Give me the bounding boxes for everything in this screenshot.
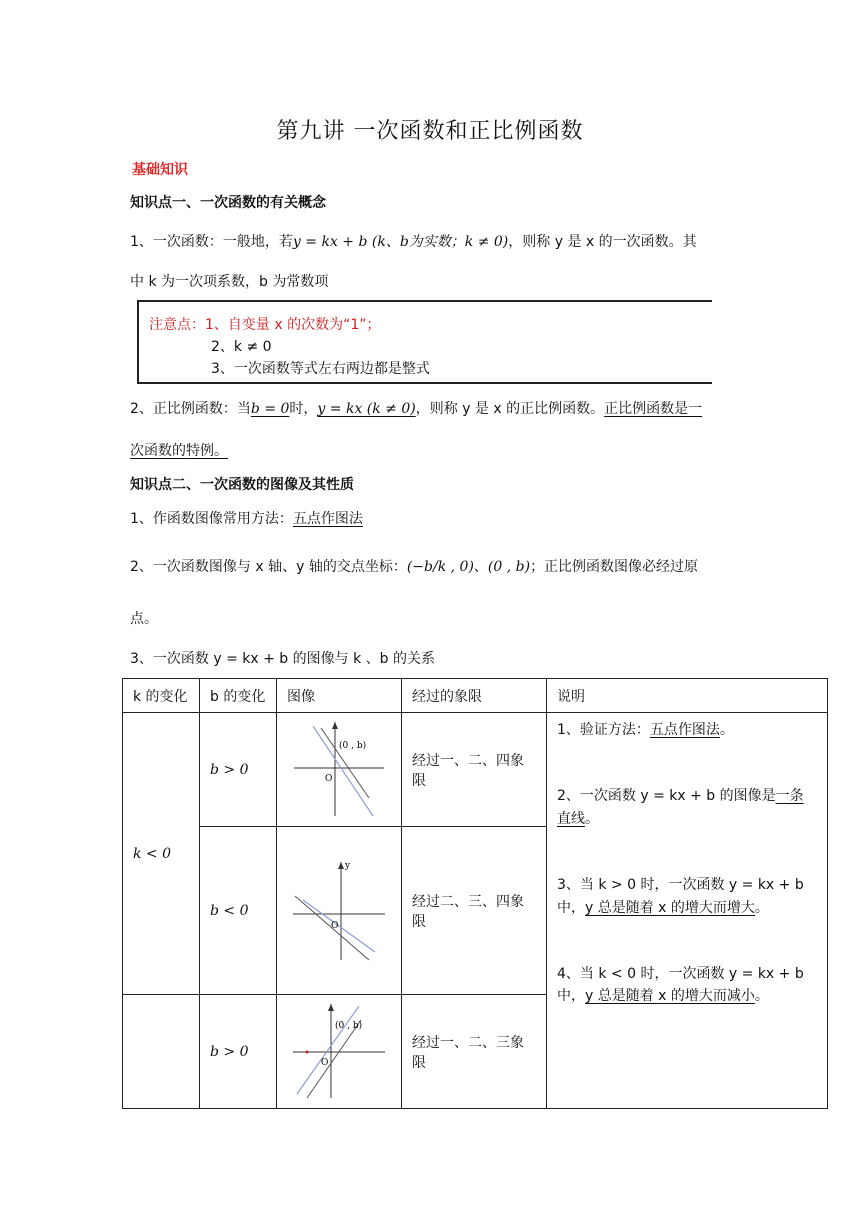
def-prefix: 1、一次函数：一般地，若	[130, 234, 293, 250]
item2-sep: 、	[473, 559, 488, 575]
cell-b: b < 0	[200, 827, 277, 995]
kp1-heading: 知识点一、一次函数的有关概念	[130, 195, 326, 211]
prop-cond: b = 0	[250, 401, 290, 417]
header-b: b 的变化	[200, 679, 277, 713]
item2-point2: (0 , b)	[487, 559, 531, 575]
item2-prefix: 2、一次函数图像与 x 轴、y 轴的交点坐标：	[130, 559, 407, 575]
k-b-relationship-table	[122, 678, 828, 1109]
graph-label-origin: O	[331, 920, 339, 931]
item1-prefix: 1、作函数图像常用方法：	[130, 511, 293, 527]
prop-prefix: 2、正比例函数：当	[130, 401, 251, 417]
cell-quadrants: 经过一、二、四象限	[402, 713, 547, 827]
prop-underline-2: 次函数的特例。	[130, 443, 228, 459]
item2-point1: (−b/k , 0)	[406, 559, 474, 575]
graph-increasing-b-pos	[289, 1002, 389, 1102]
explain-2-end: 。	[585, 810, 599, 827]
cell-b: b > 0	[200, 713, 277, 827]
explain-3-prefix: 3、当 k > 0 时，一次函数 y = kx + b 中，	[557, 877, 804, 916]
graph-decreasing-b-pos	[289, 720, 389, 820]
explain-3-end: 。	[754, 899, 769, 916]
prop-suffix: ，则称 y 是 x 的正比例函数。	[415, 401, 605, 417]
graph-label-origin: O	[325, 773, 333, 784]
table-row	[123, 713, 828, 827]
explain-1-link: 五点作图法	[649, 722, 720, 738]
item2-suffix: ；正比例函数图像必经过原	[530, 559, 699, 575]
cell-quadrants: 经过二、三、四象限	[402, 827, 547, 995]
cell-graph-2	[277, 827, 402, 995]
note-item-2: 2、k ≠ 0	[211, 339, 272, 355]
table-header-row	[123, 679, 828, 713]
cell-graph-1	[277, 713, 402, 827]
page-title: 第九讲 一次函数和正比例函数	[276, 119, 584, 144]
explain-3-link: y 总是随着 x 的增大而增大	[585, 899, 755, 916]
header-graph: 图像	[277, 679, 402, 713]
graph-decreasing-b-neg	[289, 856, 389, 966]
cell-quadrants: 经过一、二、三象限	[402, 995, 547, 1109]
kp2-heading: 知识点二、一次函数的图像及其性质	[130, 477, 354, 493]
kp2-item1	[130, 508, 363, 528]
header-quadrants: 经过的象限	[402, 679, 547, 713]
note-box	[137, 300, 712, 384]
kp1-definition	[130, 231, 730, 251]
explain-4-end: 。	[754, 988, 769, 1005]
prop-mid: 时，	[289, 401, 318, 417]
explain-1-prefix: 1、验证方法：	[557, 722, 650, 738]
def-line2: 中 k 为一次项系数，b 为常数项	[130, 274, 329, 290]
note-item-3: 3、一次函数等式左右两边都是整式	[211, 361, 430, 377]
item1-link: 五点作图法	[292, 511, 363, 527]
def-suffix: ，则称 y 是 x 的一次函数。其	[508, 234, 697, 250]
explain-1-end: 。	[719, 722, 734, 738]
kp2-item3: 3、一次函数 y = kx + b 的图像与 k 、b 的关系	[130, 651, 435, 667]
cell-b: b > 0	[200, 995, 277, 1109]
cell-graph-3	[277, 995, 402, 1109]
explain-2-prefix: 2、一次函数 y = kx + b 的图像是	[557, 788, 776, 805]
cell-k-empty	[123, 995, 200, 1109]
prop-formula: y = kx (k ≠ 0)	[317, 401, 416, 417]
kp2-item2	[130, 556, 740, 576]
cell-explain	[547, 713, 828, 1109]
note-label: 注意点：	[149, 317, 205, 333]
explain-4-link: y 总是随着 x 的增大而减小	[585, 988, 755, 1005]
explain-2-link: 一条直线	[557, 788, 804, 827]
def-formula: y = kx + b (k、b为实数；k ≠ 0)	[292, 234, 509, 250]
explain-4-prefix: 4、当 k < 0 时，一次函数 y = kx + b 中，	[557, 965, 804, 1005]
graph-label-0b: (0 , b)	[335, 1020, 363, 1031]
header-k: k 的变化	[123, 679, 200, 713]
prop-underline-1: 正比例函数是一	[604, 401, 703, 417]
graph-label-0b: (0 , b)	[339, 740, 367, 751]
kp1-proportional	[130, 398, 740, 418]
note-item-1: 1、自变量 x 的次数为“1”；	[205, 317, 381, 333]
section-basic-heading: 基础知识	[132, 162, 188, 178]
item2-line2: 点。	[130, 611, 158, 627]
cell-k-neg: k < 0	[123, 713, 200, 995]
graph-label-y: y	[345, 860, 351, 871]
graph-label-origin: O	[321, 1057, 329, 1068]
header-explain: 说明	[547, 679, 828, 713]
